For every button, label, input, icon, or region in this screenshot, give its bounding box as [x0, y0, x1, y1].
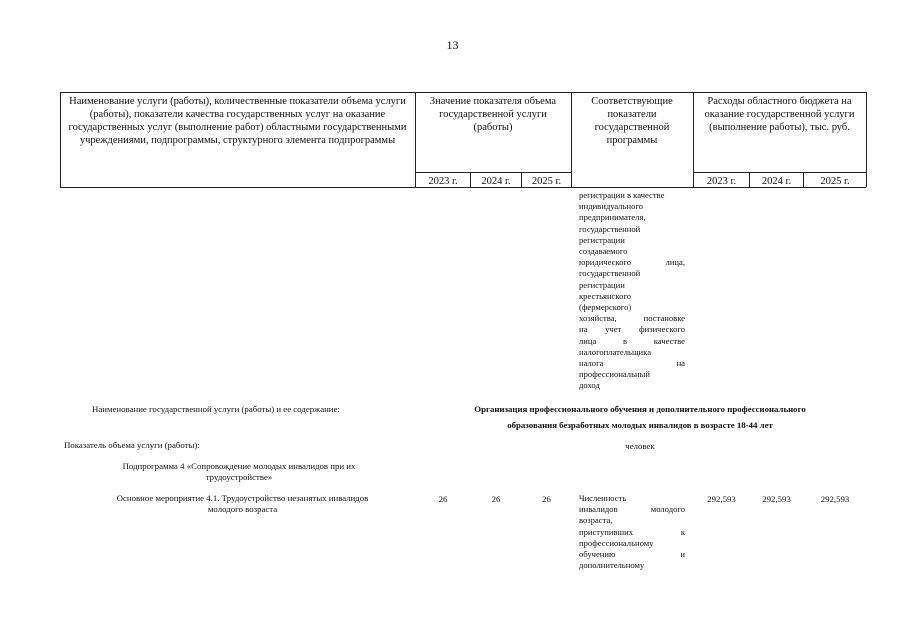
- header-year-expense-2024: 2024 г.: [761, 176, 792, 187]
- activity-name-line1: Основное мероприятие 4.1. Трудоустройство незанятых инвалидов: [116, 493, 369, 503]
- activity-indicator-text: Численность инвалидов молодого возраста, приступивших к профессиональному обучению и дополнительному: [579, 493, 685, 571]
- activity-name-line2: молодого возраста: [207, 504, 278, 514]
- activity-value-2023: 26: [438, 494, 448, 504]
- header-col-service: Наименование услуги (работы), количественные показатели объема услуги (работы), показатели качества государственных услуг на оказание государственных услуг (выполнение работ) областными государственными учреждениями, подпрограммы, структурного элемента подпрограммы: [68, 96, 407, 146]
- header-year-value-2025: 2025 г.: [531, 176, 562, 187]
- volume-unit: человек: [625, 441, 655, 451]
- header-col-expenses: Расходы областного бюджета на оказание государственной услуги (выполнение работы), тыс. руб.: [704, 96, 855, 133]
- header-col-indicators: Соответствующие показатели государственной программы: [591, 96, 673, 146]
- activity-value-2024: 26: [491, 494, 501, 504]
- activity-expense-2024: 292,593: [762, 494, 791, 504]
- volume-label: Показатель объема услуги (работы):: [64, 440, 200, 450]
- activity-expense-2023: 292,593: [707, 494, 736, 504]
- service-name-line1: Организация профессионального обучения и дополнительного профессионального: [474, 404, 806, 414]
- service-name-label: Наименование государственной услуги (работы) и ее содержание:: [92, 404, 340, 414]
- page-number: 13: [446, 38, 459, 52]
- activity-expense-2025: 292,593: [820, 494, 850, 504]
- header-year-value-2024: 2024 г.: [481, 176, 511, 187]
- header-year-expense-2025: 2025 г.: [820, 176, 850, 187]
- header-year-expense-2023: 2023 г.: [706, 176, 737, 187]
- continued-indicator-text: регистрации в качестве индивидуального предпринимателя, государственной регистрации создаваемого юридического лица, государственной регистрации крестьянского (фермерского) хозяйства, постановке на учет физического лица в качестве налогоплательщика налога на профессиональный доход: [579, 190, 685, 391]
- subprogram-line1: Подпрограмма 4 «Сопровождение молодых инвалидов при их: [122, 461, 356, 471]
- header-col-volume: Значение показателя объема государственной услуги (работы): [429, 96, 557, 133]
- header-year-value-2023: 2023 г.: [428, 176, 458, 187]
- service-name-line2: образования безработных молодых инвалидов в возрасте 18-44 лет: [507, 420, 773, 430]
- activity-value-2025: 26: [542, 494, 551, 504]
- subprogram-line2: трудоустройстве»: [205, 472, 273, 482]
